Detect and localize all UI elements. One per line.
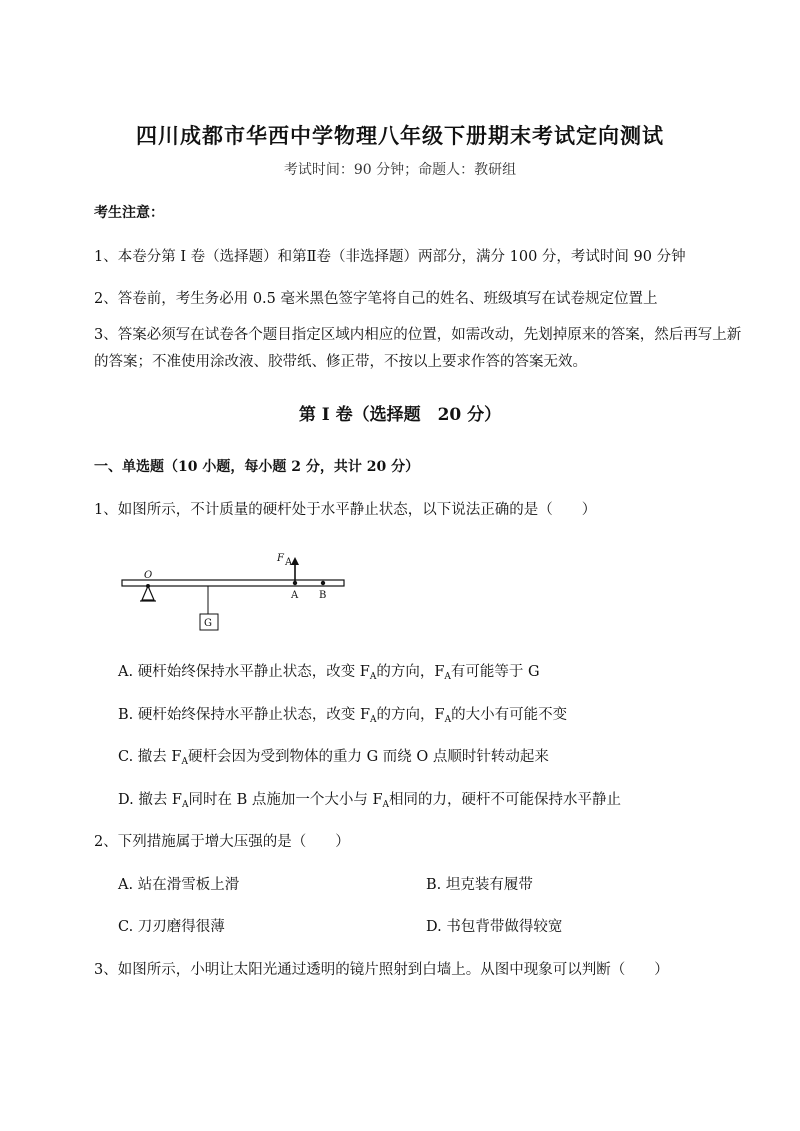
- page-title: 四川成都市华西中学物理八年级下册期末考试定向测试: [136, 123, 664, 148]
- subscript: A: [370, 715, 377, 725]
- subscript: A: [182, 800, 189, 810]
- notice-item: 3、答案必须写在试卷各个题目指定区域内相应的位置，如需改动，先划掉原来的答案，然后再写上新的答案；不准使用涂改液、胶带纸、修正带，不按以上要求作答的答案无效。: [94, 327, 742, 370]
- option-text: C. 撤去 F: [118, 749, 182, 765]
- option-text: A. 硬杆始终保持水平静止状态，改变 F: [118, 664, 370, 680]
- section-title: 第 I 卷（选择题 20 分）: [298, 405, 502, 425]
- exam-subtitle: 考试时间：90 分钟；命题人：教研组: [283, 162, 517, 178]
- option-text: B. 硬杆始终保持水平静止状态，改变 F: [118, 707, 371, 723]
- pivot-triangle: [142, 586, 154, 600]
- option-text: 的大小有可能不变: [451, 707, 568, 723]
- option-text: 硬杆会因为受到物体的重力 G 而绕 O 点顺时针转动起来: [187, 749, 549, 765]
- pivot-label: O: [144, 570, 153, 581]
- subscript: A: [181, 757, 188, 767]
- force-label: F: [277, 553, 284, 564]
- q2-option-c[interactable]: C. 刀刃磨得很薄: [118, 919, 225, 935]
- option-text: 相同的力，硬杆不可能保持水平静止: [389, 792, 622, 808]
- notice-item: 2、答卷前，考生务必用 0.5 毫米黑色签字笔将自己的姓名、班级填写在试卷规定位置上: [94, 291, 658, 307]
- lever-bar: [122, 580, 344, 586]
- weight-label: G: [204, 618, 212, 629]
- q2-option-a[interactable]: A. 站在滑雪板上滑: [118, 877, 240, 893]
- pivot-point: [146, 584, 150, 588]
- q1-option-c[interactable]: [118, 745, 549, 767]
- subscript: A: [444, 672, 451, 682]
- lever-figure: [118, 548, 348, 634]
- force-subscript: A: [285, 557, 293, 568]
- point-b-dot: [321, 581, 325, 585]
- point-b-label: B: [319, 590, 327, 601]
- q1-option-b[interactable]: [118, 703, 567, 725]
- subscript: A: [444, 715, 452, 725]
- q2-option-d[interactable]: D. 书包背带做得较宽: [426, 919, 563, 935]
- q1-option-a[interactable]: [118, 660, 540, 682]
- question-2-stem: 2、下列措施属于增大压强的是（ ）: [94, 834, 350, 850]
- point-a-dot: [293, 581, 297, 585]
- question-1-stem: 1、如图所示，不计质量的硬杆处于水平静止状态，以下说法正确的是（ ）: [94, 502, 597, 518]
- part-heading: 一、单选题（10 小题，每小题 2 分，共计 20 分）: [94, 459, 420, 475]
- option-text: 同时在 B 点施加一个大小与 F: [188, 792, 383, 808]
- option-text: D. 撤去 F: [118, 792, 182, 808]
- notice-item: 1、本卷分第 I 卷（选择题）和第Ⅱ卷（非选择题）两部分，满分 100 分，考试时间 90 分钟: [94, 249, 686, 265]
- subscript: A: [382, 800, 390, 810]
- q1-option-d[interactable]: [118, 788, 621, 810]
- point-a-label: A: [291, 590, 299, 601]
- option-text: 有可能等于 G: [450, 664, 540, 680]
- question-3-stem: 3、如图所示，小明让太阳光通过透明的镜片照射到白墙上。从图中现象可以判断（ ）: [94, 962, 669, 978]
- subscript: A: [369, 672, 377, 682]
- option-text: 的方向，F: [376, 664, 445, 680]
- option-text: 的方向，F: [376, 707, 445, 723]
- notice-heading: 考生注意：: [94, 205, 164, 221]
- q2-option-b[interactable]: B. 坦克装有履带: [426, 877, 533, 893]
